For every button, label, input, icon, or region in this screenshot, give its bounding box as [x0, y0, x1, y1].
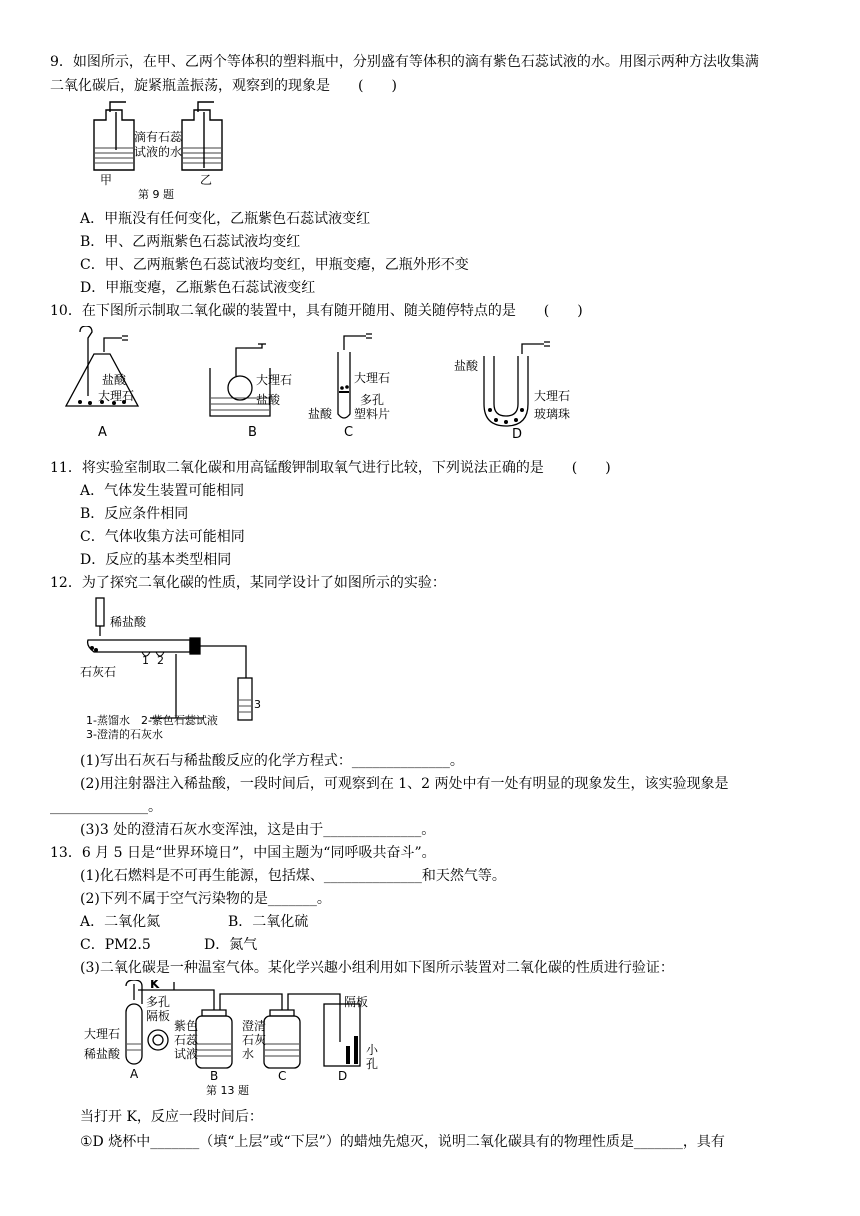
q13-sub3: (3)二氧化碳是一种温室气体。某化学兴趣小组利用如下图所示装置对二氧化碳的性质进行验证： [80, 960, 674, 976]
q9-bottle-a-label: 甲 [100, 173, 113, 187]
q13-porous-2: 隔板 [146, 1009, 171, 1023]
q13-after: 当打开 K，反应一段时间后： [80, 1109, 263, 1125]
q9-option-a: A．甲瓶没有任何变化，乙瓶紫色石蕊试液变红 [80, 211, 371, 227]
q13-option-b: B．二氧化硫 [228, 914, 309, 930]
q10-b-marble: 大理石 [256, 373, 293, 387]
q12-figure-apparatus [80, 596, 280, 740]
q10-c-acid: 盐酸 [308, 407, 333, 421]
q13-litmus-1: 紫色 [174, 1019, 199, 1033]
q13-hole-1: 小 [366, 1043, 379, 1057]
q12-legend-1: 1-蒸馏水 2-紫色石蕊试液 [86, 714, 218, 727]
q12-sub3: (3)3 处的澄清石灰水变浑浊，这是由于______________。 [80, 822, 436, 838]
q11-option-a: A．气体发生装置可能相同 [80, 483, 245, 499]
q10-c-porous-2: 塑料片 [354, 407, 391, 421]
q12-sub2-line2: ______________。 [50, 799, 162, 815]
q10-c-marble: 大理石 [354, 371, 391, 385]
q9-label-liquid-1: 滴有石蕊 [133, 130, 183, 144]
q9-option-b: B．甲、乙两瓶紫色石蕊试液均变红 [80, 234, 301, 250]
q13-figure-apparatus [84, 980, 384, 1096]
q11-option-c: C．气体收集方法可能相同 [80, 529, 245, 545]
q12-limestone-label: 石灰石 [80, 665, 117, 679]
q10-a-letter: A [98, 425, 107, 440]
q9-caption: 第 9 题 [138, 188, 174, 201]
q9-stem-line2: 二氧化碳后，旋紧瓶盖振荡，观察到的现象是 ( ) [50, 78, 397, 94]
q12-acid-label: 稀盐酸 [110, 615, 147, 629]
q10-d-marble: 大理石 [534, 389, 570, 403]
q10-figure-apparatus [50, 326, 570, 442]
q11-stem: 11．将实验室制取二氧化碳和用高锰酸钾制取氧气进行比较，下列说法正确的是 ( ) [50, 460, 611, 476]
q13-d-letter: D [338, 1069, 348, 1083]
q13-hole-2: 孔 [366, 1057, 379, 1071]
q13-caption: 第 13 题 [206, 1084, 249, 1096]
q9-option-d: D．甲瓶变瘪，乙瓶紫色石蕊试液变红 [80, 280, 316, 296]
q13-lime-1: 澄清 [242, 1019, 267, 1033]
q12-sub1: (1)写出石灰石与稀盐酸反应的化学方程式：______________。 [80, 753, 464, 769]
q13-porous-1: 多孔 [146, 995, 171, 1009]
q11-option-d: D．反应的基本类型相同 [80, 552, 232, 568]
q13-item1: ①D 烧杯中_______（填“上层”或“下层”）的蜡烛先熄灭，说明二氧化碳具有的物理性质是_______，具有 [80, 1134, 725, 1150]
q9-option-c: C．甲、乙两瓶紫色石蕊试液均变红，甲瓶变瘪，乙瓶外形不变 [80, 257, 469, 273]
q9-stem-line1: 9．如图所示，在甲、乙两个等体积的塑料瓶中，分别盛有等体积的滴有紫色石蕊试液的水。用图示两种方法收集满 [50, 54, 759, 70]
q13-litmus-3: 试液 [174, 1047, 199, 1061]
q9-figure-bottles [80, 98, 240, 204]
q13-acid-label: 稀盐酸 [84, 1047, 121, 1061]
q12-legend-2: 3-澄清的石灰水 [86, 728, 163, 740]
q13-option-c: C．PM2.5 [80, 937, 151, 953]
q12-label-1: 1 [142, 654, 149, 667]
q13-b-letter: B [210, 1069, 219, 1083]
q13-sub2: (2)下列不属于空气污染物的是_______。 [80, 891, 331, 907]
q10-b-letter: B [248, 425, 257, 440]
q13-divider-label: 隔板 [344, 995, 369, 1009]
q10-a-acid: 盐酸 [102, 373, 127, 387]
q13-marble-label: 大理石 [84, 1027, 121, 1041]
q12-label-3: 3 [254, 698, 261, 711]
q10-d-letter: D [512, 427, 523, 442]
q13-k-label: K [150, 980, 160, 991]
q13-option-d: D．氮气 [204, 937, 258, 953]
q10-c-porous-1: 多孔 [360, 393, 385, 407]
q10-d-beads: 玻璃珠 [534, 407, 570, 421]
q9-label-liquid-2: 试液的水 [133, 145, 183, 159]
q13-stem: 13．6 月 5 日是“世界环境日”，中国主题为“同呼吸共奋斗”。 [50, 845, 436, 861]
q13-litmus-2: 石蕊 [174, 1033, 199, 1047]
q12-stem: 12．为了探究二氧化碳的性质，某同学设计了如图所示的实验： [50, 575, 446, 591]
q13-sub1: (1)化石燃料是不可再生能源，包括煤、______________和天然气等。 [80, 868, 506, 884]
q12-sub2-line1: (2)用注射器注入稀盐酸，一段时间后，可观察到在 1、2 两处中有一处有明显的现象发生，该实验现象是 [80, 776, 729, 792]
q10-a-marble: 大理石 [98, 389, 135, 403]
q12-label-2: 2 [157, 654, 164, 667]
q13-a-letter: A [130, 1067, 139, 1081]
q10-c-letter: C [344, 425, 354, 440]
q11-option-b: B．反应条件相同 [80, 506, 189, 522]
q13-option-a: A．二氧化氮 [80, 914, 161, 930]
q13-c-letter: C [278, 1069, 287, 1083]
q13-lime-3: 水 [242, 1047, 255, 1061]
q13-lime-2: 石灰 [242, 1033, 267, 1047]
q10-d-acid: 盐酸 [454, 359, 479, 373]
q10-stem: 10．在下图所示制取二氧化碳的装置中，具有随开随用、随关随停特点的是 ( ) [50, 303, 583, 319]
q9-bottle-b-label: 乙 [200, 173, 213, 187]
q10-b-acid: 盐酸 [256, 393, 281, 407]
